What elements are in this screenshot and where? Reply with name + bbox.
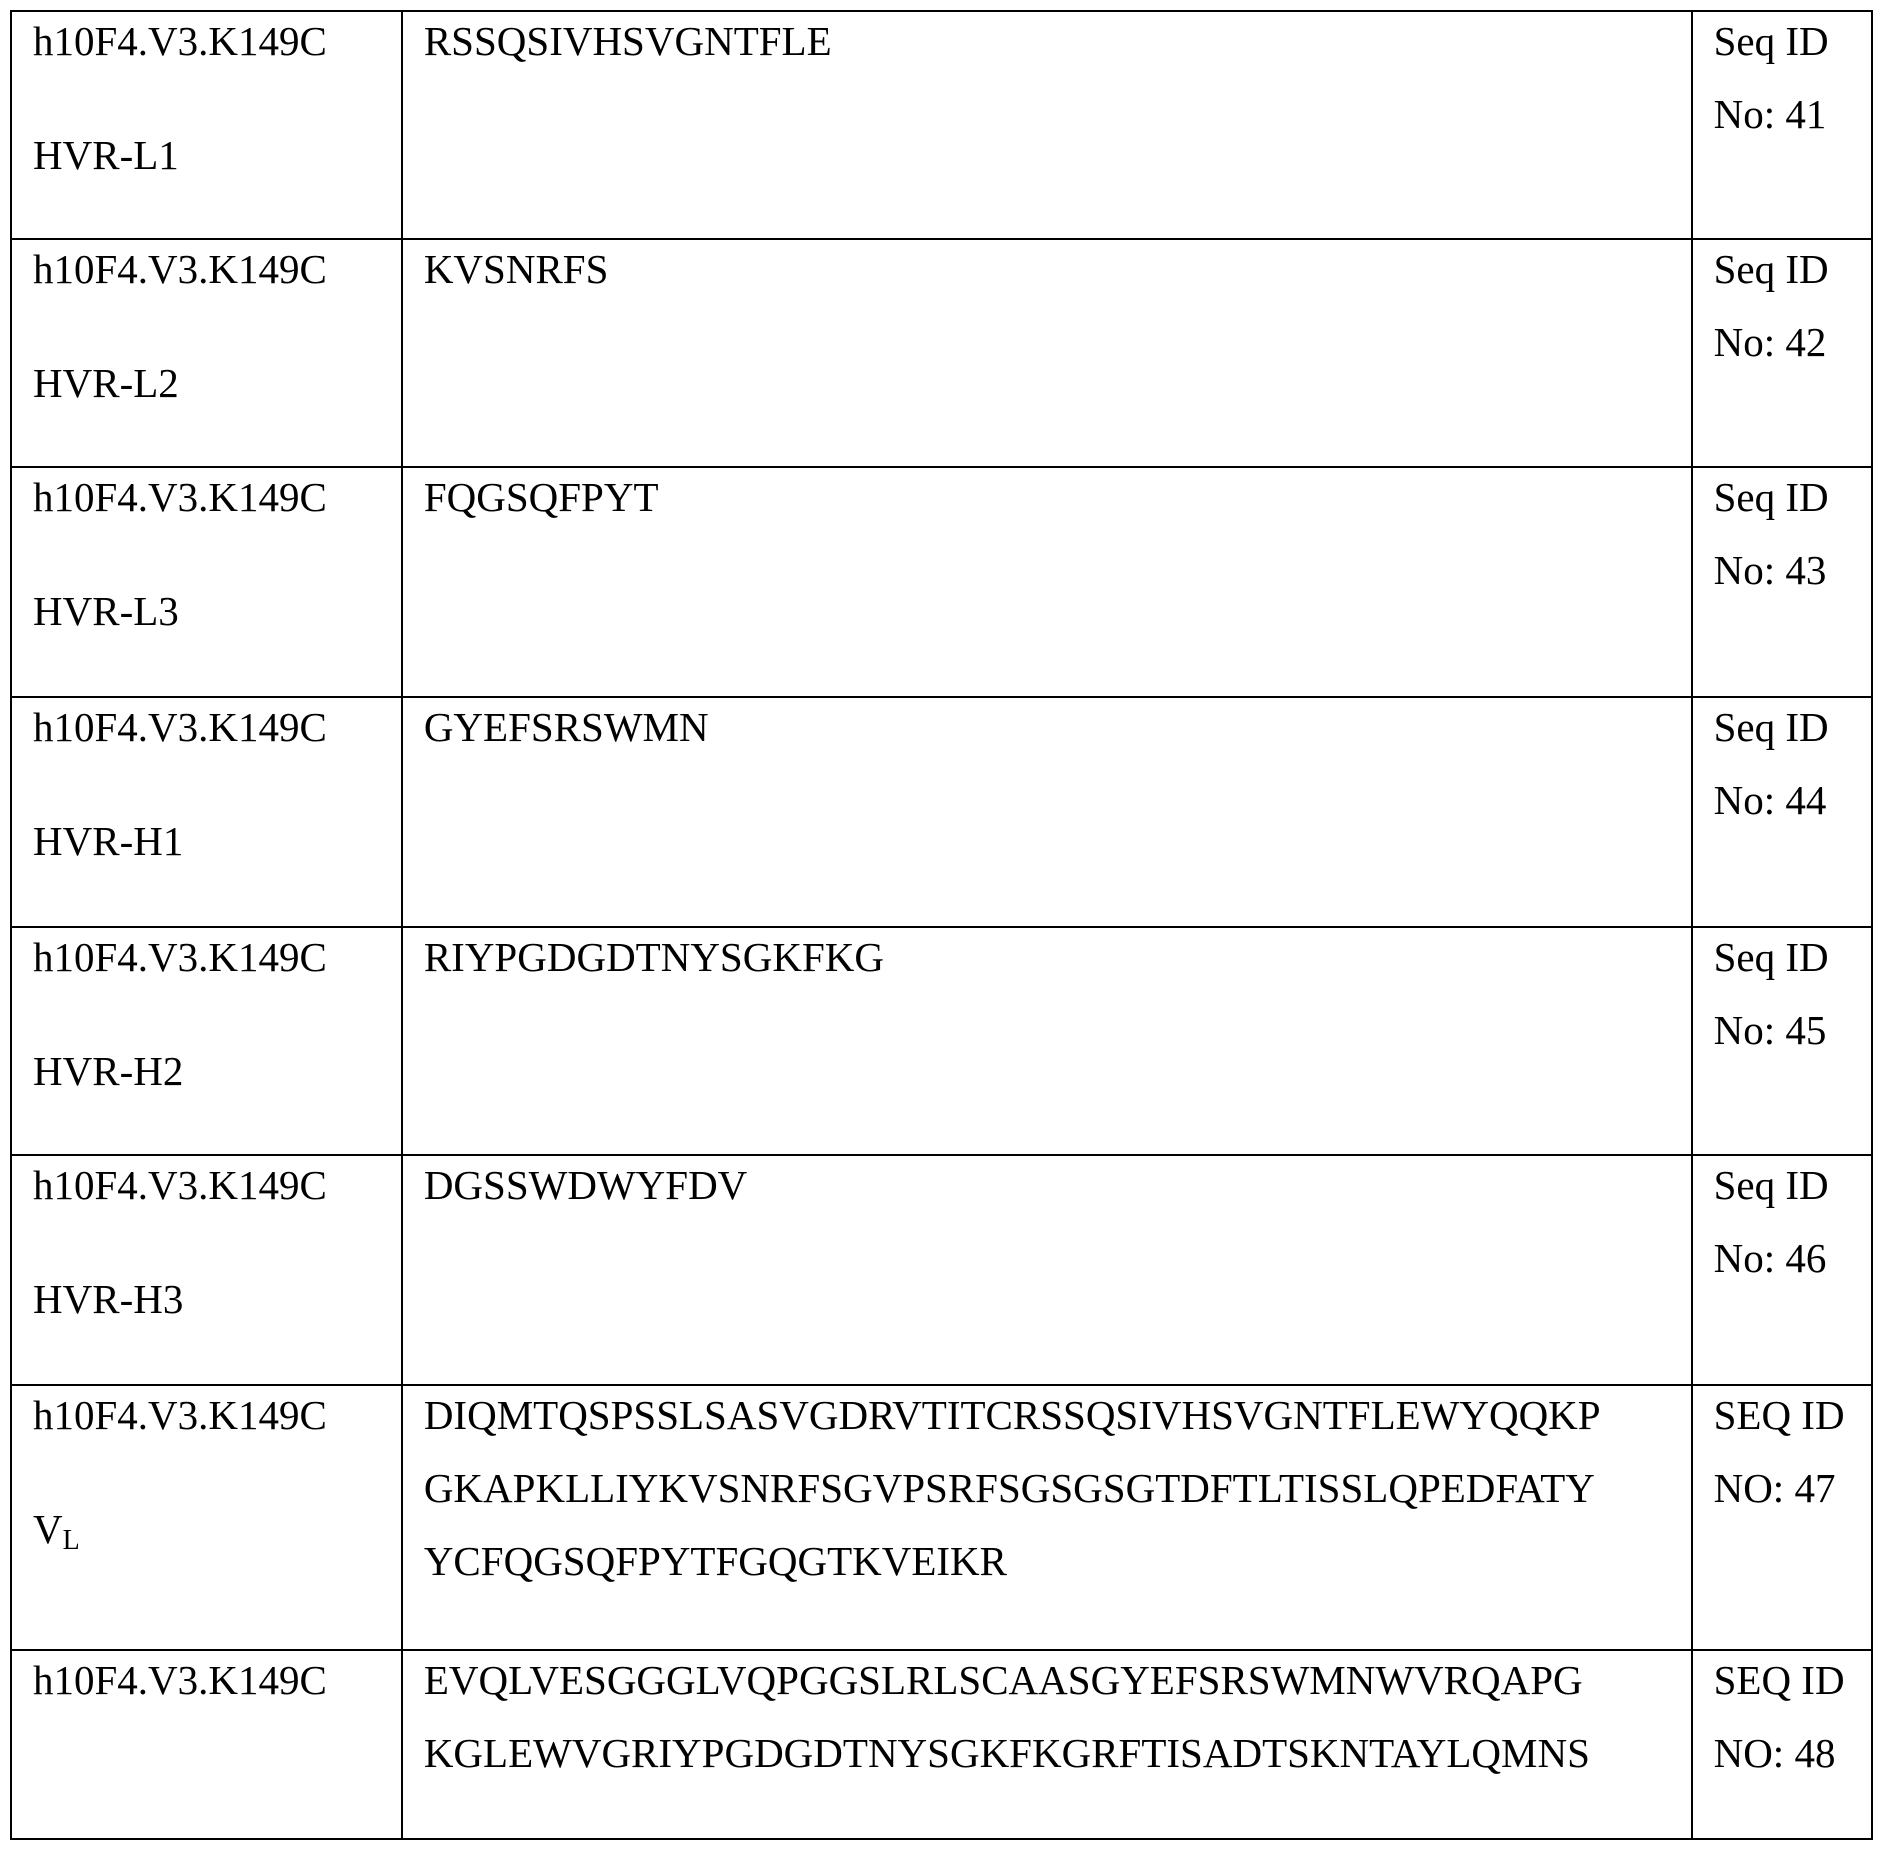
table-row — [11, 1650, 1872, 1839]
sequence-line: DIQMTQSPSSLSASVGDRVTITCRSSQSIVHSVGNTFLEWYQQKP — [423, 1392, 1601, 1438]
antibody-name: h10F4.V3.K149C — [33, 18, 327, 64]
seq-id-label: Seq ID — [1713, 934, 1829, 980]
seq-id-number: NO: 48 — [1713, 1730, 1836, 1776]
region-label-main: V — [33, 1506, 63, 1552]
antibody-name: h10F4.V3.K149C — [33, 1162, 327, 1208]
seq-id-cell — [1692, 1385, 1872, 1650]
antibody-name: h10F4.V3.K149C — [33, 1657, 327, 1703]
seq-id-label: SEQ ID — [1713, 1657, 1845, 1703]
sequence-cell — [402, 11, 1692, 239]
antibody-name-cell — [11, 927, 402, 1155]
sequence-line: GYEFSRSWMN — [423, 704, 709, 750]
seq-id-cell — [1692, 239, 1872, 467]
antibody-name: h10F4.V3.K149C — [33, 704, 327, 750]
seq-id-cell — [1692, 697, 1872, 927]
seq-id-number: No: 42 — [1713, 319, 1827, 365]
seq-id-cell — [1692, 1155, 1872, 1385]
sequence-line: RIYPGDGDTNYSGKFKG — [423, 934, 884, 980]
sequence-cell — [402, 1385, 1692, 1650]
seq-id-label: Seq ID — [1713, 704, 1829, 750]
table-row — [11, 697, 1872, 927]
table-row — [11, 467, 1872, 697]
antibody-name-cell — [11, 697, 402, 927]
seq-id-label: Seq ID — [1713, 474, 1829, 520]
seq-id-label: Seq ID — [1713, 1162, 1829, 1208]
antibody-name-cell — [11, 1650, 402, 1839]
seq-id-cell — [1692, 467, 1872, 697]
sequence-cell — [402, 239, 1692, 467]
table-row — [11, 927, 1872, 1155]
seq-id-label: Seq ID — [1713, 246, 1829, 292]
seq-id-cell — [1692, 11, 1872, 239]
sequence-line: GKAPKLLIYKVSNRFSGVPSRFSGSGSGTDFTLTISSLQPEDFATY — [423, 1465, 1595, 1511]
sequence-line: KGLEWVGRIYPGDGDTNYSGKFKGRFTISADTSKNTAYLQMNS — [423, 1730, 1590, 1776]
sequence-cell — [402, 1650, 1692, 1839]
sequence-table — [10, 10, 1873, 1840]
sequence-cell — [402, 1155, 1692, 1385]
sequence-line: KVSNRFS — [423, 246, 609, 292]
sequence-line: DGSSWDWYFDV — [423, 1162, 748, 1208]
table-row — [11, 1385, 1872, 1650]
seq-id-cell — [1692, 927, 1872, 1155]
sequence-cell — [402, 927, 1692, 1155]
antibody-name-cell — [11, 467, 402, 697]
antibody-name: h10F4.V3.K149C — [33, 934, 327, 980]
region-label-subscript: L — [62, 1525, 80, 1556]
sequence-line: RSSQSIVHSVGNTFLE — [423, 18, 832, 64]
seq-id-label: Seq ID — [1713, 18, 1829, 64]
region-label — [33, 1506, 80, 1556]
seq-id-cell — [1692, 1650, 1872, 1839]
region-label: HVR-L3 — [33, 588, 179, 634]
sequence-line: YCFQGSQFPYTFGQGTKVEIKR — [423, 1538, 1008, 1584]
seq-id-number: No: 44 — [1713, 777, 1827, 823]
region-label: HVR-H1 — [33, 818, 184, 864]
region-label: HVR-H2 — [33, 1048, 184, 1094]
seq-id-number: NO: 47 — [1713, 1465, 1836, 1511]
antibody-name: h10F4.V3.K149C — [33, 246, 327, 292]
seq-id-label: SEQ ID — [1713, 1392, 1845, 1438]
antibody-name-cell — [11, 11, 402, 239]
seq-id-number: No: 41 — [1713, 91, 1827, 137]
seq-id-number: No: 46 — [1713, 1235, 1827, 1281]
sequence-cell — [402, 697, 1692, 927]
antibody-name-cell — [11, 1155, 402, 1385]
region-label: HVR-H3 — [33, 1276, 184, 1322]
region-label: HVR-L1 — [33, 132, 179, 178]
sequence-line: FQGSQFPYT — [423, 474, 659, 520]
antibody-name-cell — [11, 239, 402, 467]
table-row — [11, 11, 1872, 239]
sequence-line: EVQLVESGGGLVQPGGSLRLSCAASGYEFSRSWMNWVRQAPG — [423, 1657, 1583, 1703]
antibody-name: h10F4.V3.K149C — [33, 1392, 327, 1438]
seq-id-number: No: 43 — [1713, 547, 1827, 593]
table-row — [11, 239, 1872, 467]
region-label: HVR-L2 — [33, 360, 179, 406]
antibody-name-cell — [11, 1385, 402, 1650]
sequence-cell — [402, 467, 1692, 697]
antibody-name: h10F4.V3.K149C — [33, 474, 327, 520]
seq-id-number: No: 45 — [1713, 1007, 1827, 1053]
table-row — [11, 1155, 1872, 1385]
